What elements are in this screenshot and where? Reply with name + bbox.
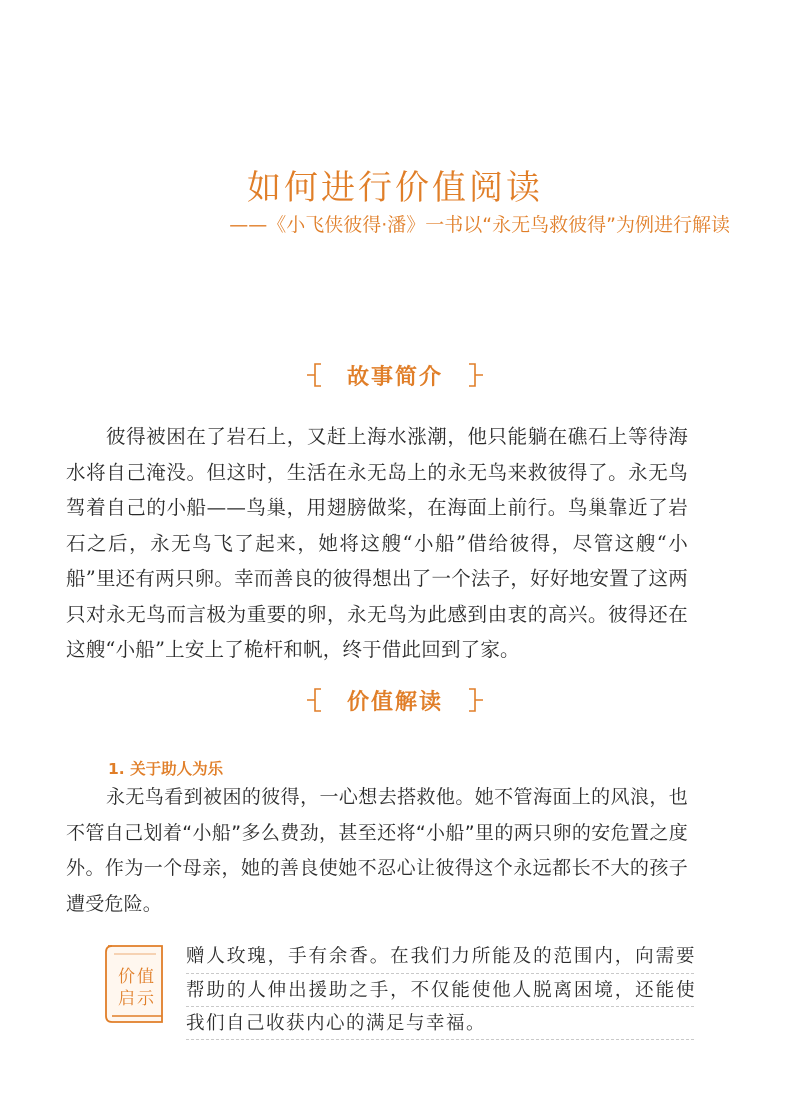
- page-title: 如何进行价值阅读: [247, 168, 543, 208]
- section-heading-label: 故事简介: [346, 364, 443, 390]
- section-heading-story: [0, 355, 790, 395]
- book-icon: [100, 942, 168, 1026]
- insight-box: [100, 940, 700, 1040]
- badge-label-line1: 价值: [118, 967, 156, 987]
- right-bracket-ornament-icon: [453, 362, 483, 388]
- insight-text: 赠人玫瑰，手有余香。在我们力所能及的范围内，向需要帮助的人伸出援助之手，不仅能使他人脱离困境，还能使我们自己收获内心的满足与幸福。: [186, 946, 696, 1034]
- left-bracket-ornament-icon: [307, 687, 337, 713]
- subsection-heading: 1. 关于助人为乐: [108, 760, 224, 778]
- right-bracket-ornament-icon: [453, 687, 483, 713]
- badge-label-line2: 启示: [118, 989, 156, 1009]
- page-subtitle: ——《小飞侠彼得·潘》一书以“永无鸟救彼得”为例进行解读: [229, 214, 730, 236]
- section-heading-label: 价值解读: [346, 689, 443, 715]
- value-paragraph: 永无鸟看到被困的彼得，一心想去搭救他。她不管海面上的风浪，也不管自己划着“小船”多么费劲，甚至还将“小船”里的两只卵的安危置之度外。作为一个母亲，她的善良使她不忍心让彼得这个永远都长不大的孩子遭受危险。: [66, 786, 688, 915]
- left-bracket-ornament-icon: [307, 362, 337, 388]
- story-paragraph: 彼得被困在了岩石上，又赶上海水涨潮，他只能躺在礁石上等待海水将自己淹没。但这时，生活在永无岛上的永无鸟来救彼得了。永无鸟驾着自己的小船——鸟巢，用翅膀做桨，在海面上前行。鸟巢靠近了岩石之后，永无鸟飞了起来，她将这艘“小船”借给彼得，尽管这艘“小船”里还有两只卵。幸而善良的彼得想出了一个法子，好好地安置了这两只对永无鸟而言极为重要的卵，永无鸟为此感到由衷的高兴。彼得还在这艘“小船”上安上了桅杆和帆，终于借此回到了家。: [66, 425, 688, 661]
- dashed-rule: [186, 973, 694, 974]
- dashed-rule: [186, 1039, 694, 1040]
- section-heading-value: [0, 680, 790, 720]
- dashed-rule: [186, 1006, 694, 1007]
